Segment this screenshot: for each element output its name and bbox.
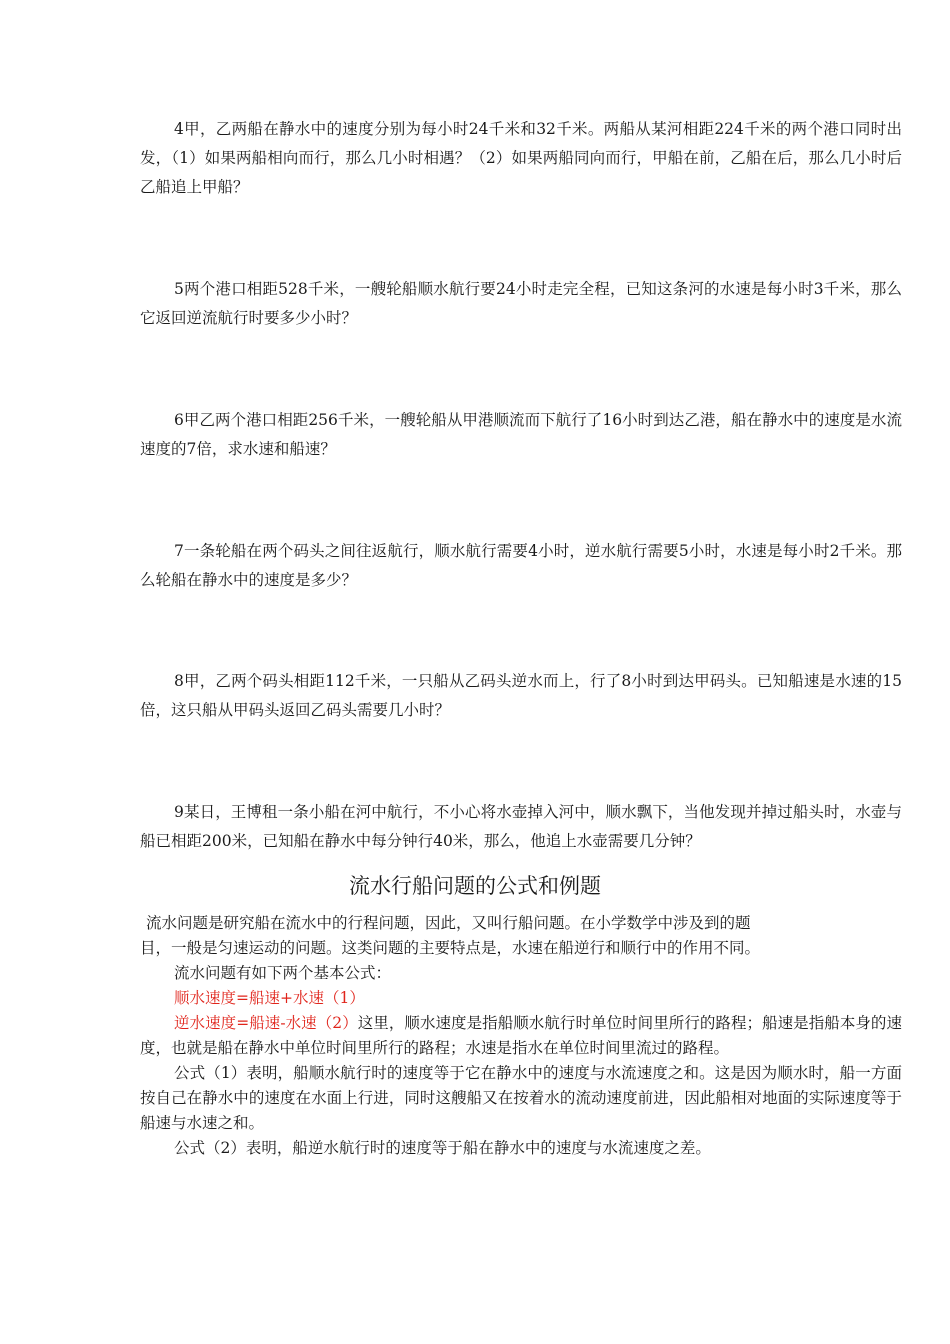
formula-1 [140, 986, 902, 1011]
formula-2-explanation-paragraph: 公式（2）表明，船逆水航行时的速度等于船在静水中的速度与水流速度之差。 [174, 1139, 711, 1157]
problem-5: 5两个港口相距528千米，一艘轮船顺水航行要24小时走完全程，已知这条河的水速是每小时3千米，那么它返回逆流航行时要多少小时？ [140, 280, 902, 327]
problem-7: 7一条轮船在两个码头之间往返航行，顺水航行需要4小时，逆水航行需要5小时，水速是每小时2千米。那么轮船在静水中的速度是多少？ [140, 542, 902, 589]
formula-2-explanation: 这里，顺水速度是指船顺水航行时单位时间里所行的路程；船速是指船本身的速度，也就是船在静水中单位时间里所行的路程；水速是指水在单位时间里流过的路程。 [140, 1014, 902, 1057]
problem-4: 4甲，乙两船在静水中的速度分别为每小时24千米和32千米。两船从某河相距224千米的两个港口同时出发，（1）如果两船相向而行，那么几小时相遇？（2）如果两船同向而行，甲船在前，乙船在后，那么几小时后乙船追上甲船？ [140, 120, 902, 196]
problem-8: 8甲，乙两个码头相距112千米，一只船从乙码头逆水而上，行了8小时到达甲码头。已知船速是水速的15倍，这只船从甲码头返回乙码头需要几小时？ [140, 672, 902, 719]
intro-paragraph [140, 911, 902, 961]
formula-1-explanation: 公式（1）表明，船顺水航行时的速度等于它在静水中的速度与水流速度之和。这是因为顺水时，船一方面按自己在静水中的速度在水面上行进，同时这艘船又在按着水的流动速度前进，因此船相对地面的实际速度等于船速与水速之和。 [140, 1064, 902, 1132]
problem-9: 9某日，王博租一条小船在河中航行，不小心将水壶掉入河中，顺水飘下，当他发现并掉过船头时，水壶与船已相距200米，已知船在静水中每分钟行40米，那么，他追上水壶需要几分钟？ [140, 803, 902, 850]
problem-6: 6甲乙两个港口相距256千米，一艘轮船从甲港顺流而下航行了16小时到达乙港，船在静水中的速度是水流速度的7倍，求水速和船速？ [140, 411, 902, 458]
formula-2-text: 逆水速度=船速-水速（2） [174, 1014, 358, 1032]
basic-formulas-heading: 流水问题有如下两个基本公式： [174, 964, 392, 982]
section-title: 流水行船问题的公式和例题 [349, 874, 601, 898]
intro-line-2: 目，一般是匀速运动的问题。这类问题的主要特点是，水速在船逆行和顺行中的作用不同。 [140, 939, 761, 957]
formula-1-text: 顺水速度=船速+水速（1） [174, 989, 365, 1007]
intro-line-1: 流水问题是研究船在流水中的行程问题，因此，又叫行船问题。在小学数学中涉及到的题 [146, 914, 751, 932]
formula-2-paragraph [140, 1011, 902, 1061]
